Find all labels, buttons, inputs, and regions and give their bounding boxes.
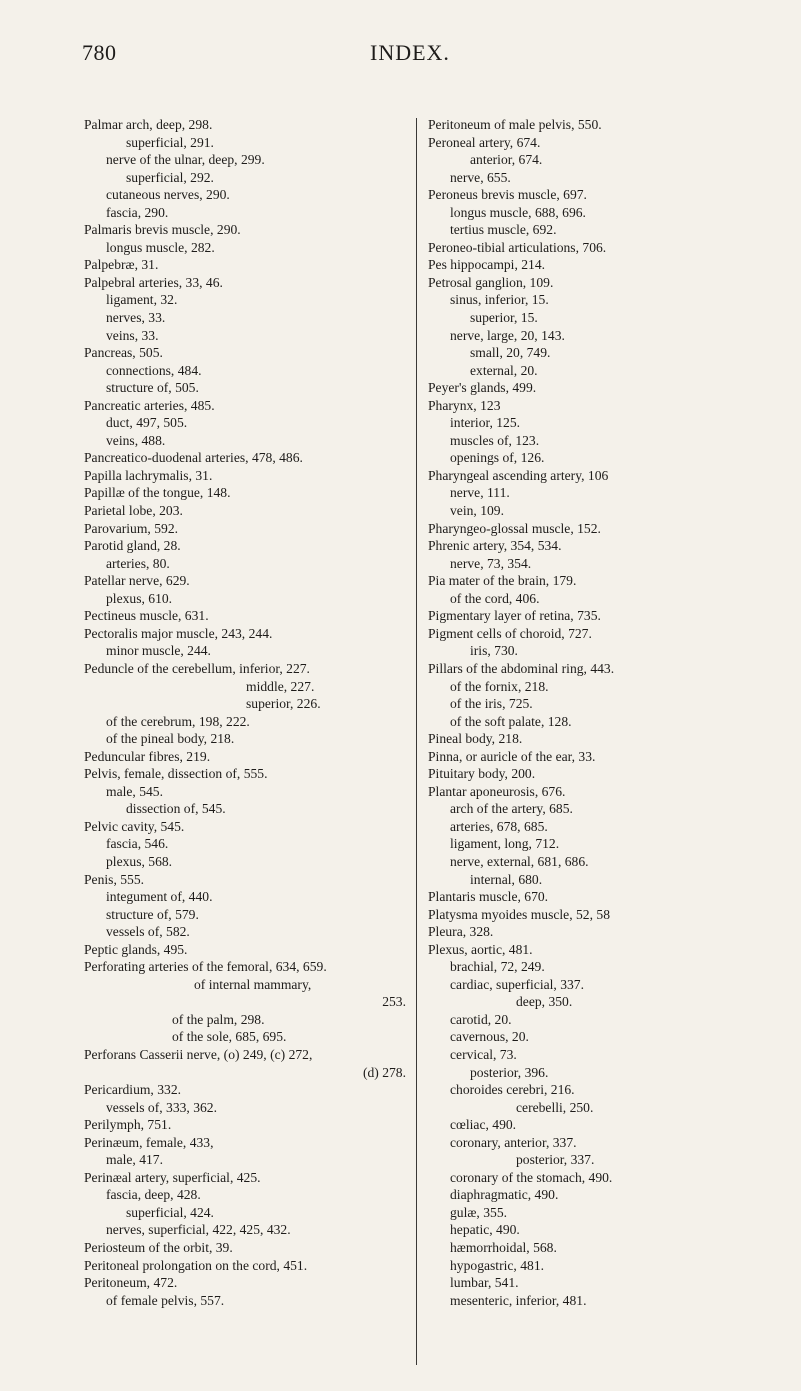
index-entry: sinus, inferior, 15.: [450, 292, 549, 308]
index-entry: nerves, superficial, 422, 425, 432.: [106, 1222, 291, 1238]
index-entry: Petrosal ganglion, 109.: [428, 274, 554, 290]
index-entry: integument of, 440.: [106, 889, 213, 905]
page-title: INDEX.: [370, 40, 450, 65]
index-entry: Pelvis, female, dissection of, 555.: [84, 766, 268, 782]
index-entry: plexus, 610.: [106, 590, 173, 606]
index-entry: muscles of, 123.: [450, 432, 540, 448]
index-entry: cœliac, 490.: [450, 1117, 517, 1133]
index-entry: Pericardium, 332.: [84, 1082, 182, 1098]
index-entry: Plexus, aortic, 481.: [428, 941, 533, 957]
index-entry: Periosteum of the orbit, 39.: [84, 1240, 233, 1255]
index-entry: Pelvic cavity, 545.: [84, 818, 185, 834]
index-entry: of the cord, 406.: [450, 590, 540, 606]
index-entry: cerebelli, 250.: [516, 1099, 594, 1115]
index-entry: Pancreatico-duodenal arteries, 478, 486.: [84, 450, 303, 466]
index-entry: vessels of, 333, 362.: [106, 1099, 218, 1115]
index-entry: carotid, 20.: [450, 1011, 512, 1027]
index-entry: Peduncular fibres, 219.: [84, 748, 211, 764]
index-entry: nerve of the ulnar, deep, 299.: [106, 152, 265, 168]
index-entry: vessels of, 582.: [106, 924, 190, 940]
index-entry: Peritoneum, 472.: [84, 1275, 178, 1291]
index-entry: cutaneous nerves, 290.: [106, 187, 230, 203]
index-entry: of the soft palate, 128.: [450, 713, 572, 729]
index-column-right: [428, 116, 758, 1309]
index-entry: deep, 350.: [516, 994, 573, 1010]
index-entry: Pes hippocampi, 214.: [428, 257, 546, 273]
index-entry: Penis, 555.: [84, 871, 145, 887]
index-entry: Plantar aponeurosis, 676.: [428, 783, 566, 799]
index-entry: of the sole, 685, 695.: [172, 1029, 287, 1045]
index-entry: male, 545.: [106, 783, 164, 799]
index-entry: fascia, 546.: [106, 836, 169, 852]
index-entry: cervical, 73.: [450, 1046, 517, 1062]
index-entry: dissection of, 545.: [126, 801, 226, 817]
index-entry: of the palm, 298.: [172, 1011, 265, 1027]
index-entry: arteries, 80.: [106, 555, 170, 571]
index-entry: plexus, 568.: [106, 853, 173, 869]
index-entry: Patellar nerve, 629.: [84, 573, 190, 589]
index-entry: Perinæum, female, 433,: [84, 1134, 214, 1150]
index-entry: gulæ, 355.: [450, 1204, 508, 1220]
index-entry: hæmorrhoidal, 568.: [450, 1240, 557, 1255]
index-entry: Pleura, 328.: [428, 924, 494, 940]
index-entry: Phrenic artery, 354, 534.: [428, 538, 562, 554]
index-entry: choroides cerebri, 216.: [450, 1082, 575, 1098]
index-entry: Pillars of the abdominal ring, 443.: [428, 660, 615, 676]
index-entry: longus muscle, 282.: [106, 239, 215, 255]
index-entry: Pharyngeal ascending artery, 106: [428, 467, 609, 483]
index-entry: nerves, 33.: [106, 310, 166, 326]
index-entry: Perforans Casserii nerve, (o) 249, (c) 272,: [84, 1046, 313, 1062]
index-entry: nerve, 73, 354.: [450, 555, 532, 571]
index-entry: hepatic, 490.: [450, 1222, 520, 1238]
index-entry: anterior, 674.: [470, 152, 543, 168]
index-entry: Platysma myoides muscle, 52, 58: [428, 906, 610, 922]
index-entry: Palmar arch, deep, 298.: [84, 117, 213, 132]
index-entry: of female pelvis, 557.: [106, 1292, 225, 1308]
index-entry: duct, 497, 505.: [106, 415, 188, 431]
index-entry: veins, 33.: [106, 327, 159, 343]
index-entry: Pancreatic arteries, 485.: [84, 397, 215, 413]
index-entry: Pia mater of the brain, 179.: [428, 573, 577, 589]
index-entry: Pineal body, 218.: [428, 731, 523, 747]
index-entry: Pituitary body, 200.: [428, 766, 536, 782]
index-entry: structure of, 579.: [106, 906, 199, 922]
index-entry: fascia, 290.: [106, 204, 169, 220]
page-header: [0, 40, 801, 80]
index-entry: Peduncle of the cerebellum, inferior, 227.: [84, 660, 310, 676]
index-entry: cardiac, superficial, 337.: [450, 976, 584, 992]
index-entry: superior, 15.: [470, 310, 538, 326]
index-entry: Parotid gland, 28.: [84, 538, 181, 554]
index-entry: Papillæ of the tongue, 148.: [84, 485, 231, 501]
index-entry: Peroneal artery, 674.: [428, 134, 541, 150]
index-entry: tertius muscle, 692.: [450, 222, 557, 238]
index-entry: longus muscle, 688, 696.: [450, 204, 586, 220]
index-entry: Perforating arteries of the femoral, 634, 659.: [84, 959, 327, 975]
index-entry: Parietal lobe, 203.: [84, 503, 183, 519]
index-entry: Pectoralis major muscle, 243, 244.: [84, 625, 273, 641]
index-entry: 253.: [382, 994, 406, 1010]
index-entry: Pigmentary layer of retina, 735.: [428, 608, 601, 624]
index-entry: Palmaris brevis muscle, 290.: [84, 222, 241, 238]
index-entry: superficial, 292.: [126, 169, 214, 185]
index-entry: superior, 226.: [246, 696, 321, 712]
index-entry: brachial, 72, 249.: [450, 959, 545, 975]
index-entry: minor muscle, 244.: [106, 643, 211, 659]
index-entry: Perinæal artery, superficial, 425.: [84, 1169, 261, 1185]
index-entry: Peroneo-tibial articulations, 706.: [428, 239, 607, 255]
index-entry: Palpebral arteries, 33, 46.: [84, 274, 223, 290]
index-entry: nerve, large, 20, 143.: [450, 327, 565, 343]
index-entry: coronary of the stomach, 490.: [450, 1169, 613, 1185]
index-entry: interior, 125.: [450, 415, 521, 431]
index-entry: diaphragmatic, 490.: [450, 1187, 559, 1203]
index-entry: ligament, long, 712.: [450, 836, 560, 852]
index-entry: structure of, 505.: [106, 380, 199, 396]
index-entry: (d) 278.: [362, 1064, 406, 1080]
index-entry: Peyer's glands, 499.: [428, 380, 537, 396]
index-entry: Plantaris muscle, 670.: [428, 889, 549, 905]
index-entry: of the pineal body, 218.: [106, 731, 235, 747]
index-entry: of internal mammary,: [194, 976, 312, 992]
index-entry: cavernous, 20.: [450, 1029, 529, 1045]
index-entry: lumbar, 541.: [450, 1275, 519, 1291]
index-entry: coronary, anterior, 337.: [450, 1134, 577, 1150]
column-divider: [416, 118, 417, 1365]
index-entry: arteries, 678, 685.: [450, 818, 548, 834]
index-entry: connections, 484.: [106, 362, 202, 378]
index-entry: Pharynx, 123: [428, 397, 501, 413]
index-entry: openings of, 126.: [450, 450, 545, 466]
index-entry: of the iris, 725.: [450, 696, 533, 712]
index-entry: small, 20, 749.: [470, 345, 551, 361]
index-entry: Parovarium, 592.: [84, 520, 179, 536]
index-entry: iris, 730.: [470, 643, 518, 659]
index-entry: Pectineus muscle, 631.: [84, 608, 209, 624]
index-entry: ligament, 32.: [106, 292, 178, 308]
index-entry: Pharyngeo-glossal muscle, 152.: [428, 520, 601, 536]
index-entry: veins, 488.: [106, 432, 166, 448]
page-number: 780: [82, 40, 117, 65]
index-entry: Peritoneal prolongation on the cord, 451.: [84, 1257, 308, 1273]
index-entry: Palpebræ, 31.: [84, 257, 159, 273]
index-entry: vein, 109.: [450, 503, 504, 519]
index-entry: superficial, 424.: [126, 1204, 214, 1220]
index-entry: middle, 227.: [246, 678, 315, 694]
index-entry: of the fornix, 218.: [450, 678, 549, 694]
index-entry: nerve, 655.: [450, 169, 511, 185]
index-entry: posterior, 396.: [470, 1064, 549, 1080]
index-entry: fascia, deep, 428.: [106, 1187, 201, 1203]
index-entry: of the cerebrum, 198, 222.: [106, 713, 250, 729]
index-entry: Peritoneum of male pelvis, 550.: [428, 117, 602, 132]
index-entry: superficial, 291.: [126, 134, 214, 150]
index-column-left: [84, 116, 406, 1309]
index-entry: Pinna, or auricle of the ear, 33.: [428, 748, 596, 764]
index-entry: posterior, 337.: [516, 1152, 595, 1168]
index-entry: nerve, external, 681, 686.: [450, 853, 589, 869]
index-entry: external, 20.: [470, 362, 538, 378]
index-entry: male, 417.: [106, 1152, 164, 1168]
index-entry: Pancreas, 505.: [84, 345, 163, 361]
index-entry: Peptic glands, 495.: [84, 941, 188, 957]
index-entry: hypogastric, 481.: [450, 1257, 545, 1273]
index-entry: Pigment cells of choroid, 727.: [428, 625, 592, 641]
index-entry: internal, 680.: [470, 871, 543, 887]
index-entry: nerve, 111.: [450, 485, 510, 501]
index-entry: mesenteric, inferior, 481.: [450, 1292, 587, 1308]
index-entry: Papilla lachrymalis, 31.: [84, 467, 213, 483]
index-entry: Perilymph, 751.: [84, 1117, 172, 1133]
index-entry: Peroneus brevis muscle, 697.: [428, 187, 587, 203]
index-entry: arch of the artery, 685.: [450, 801, 573, 817]
